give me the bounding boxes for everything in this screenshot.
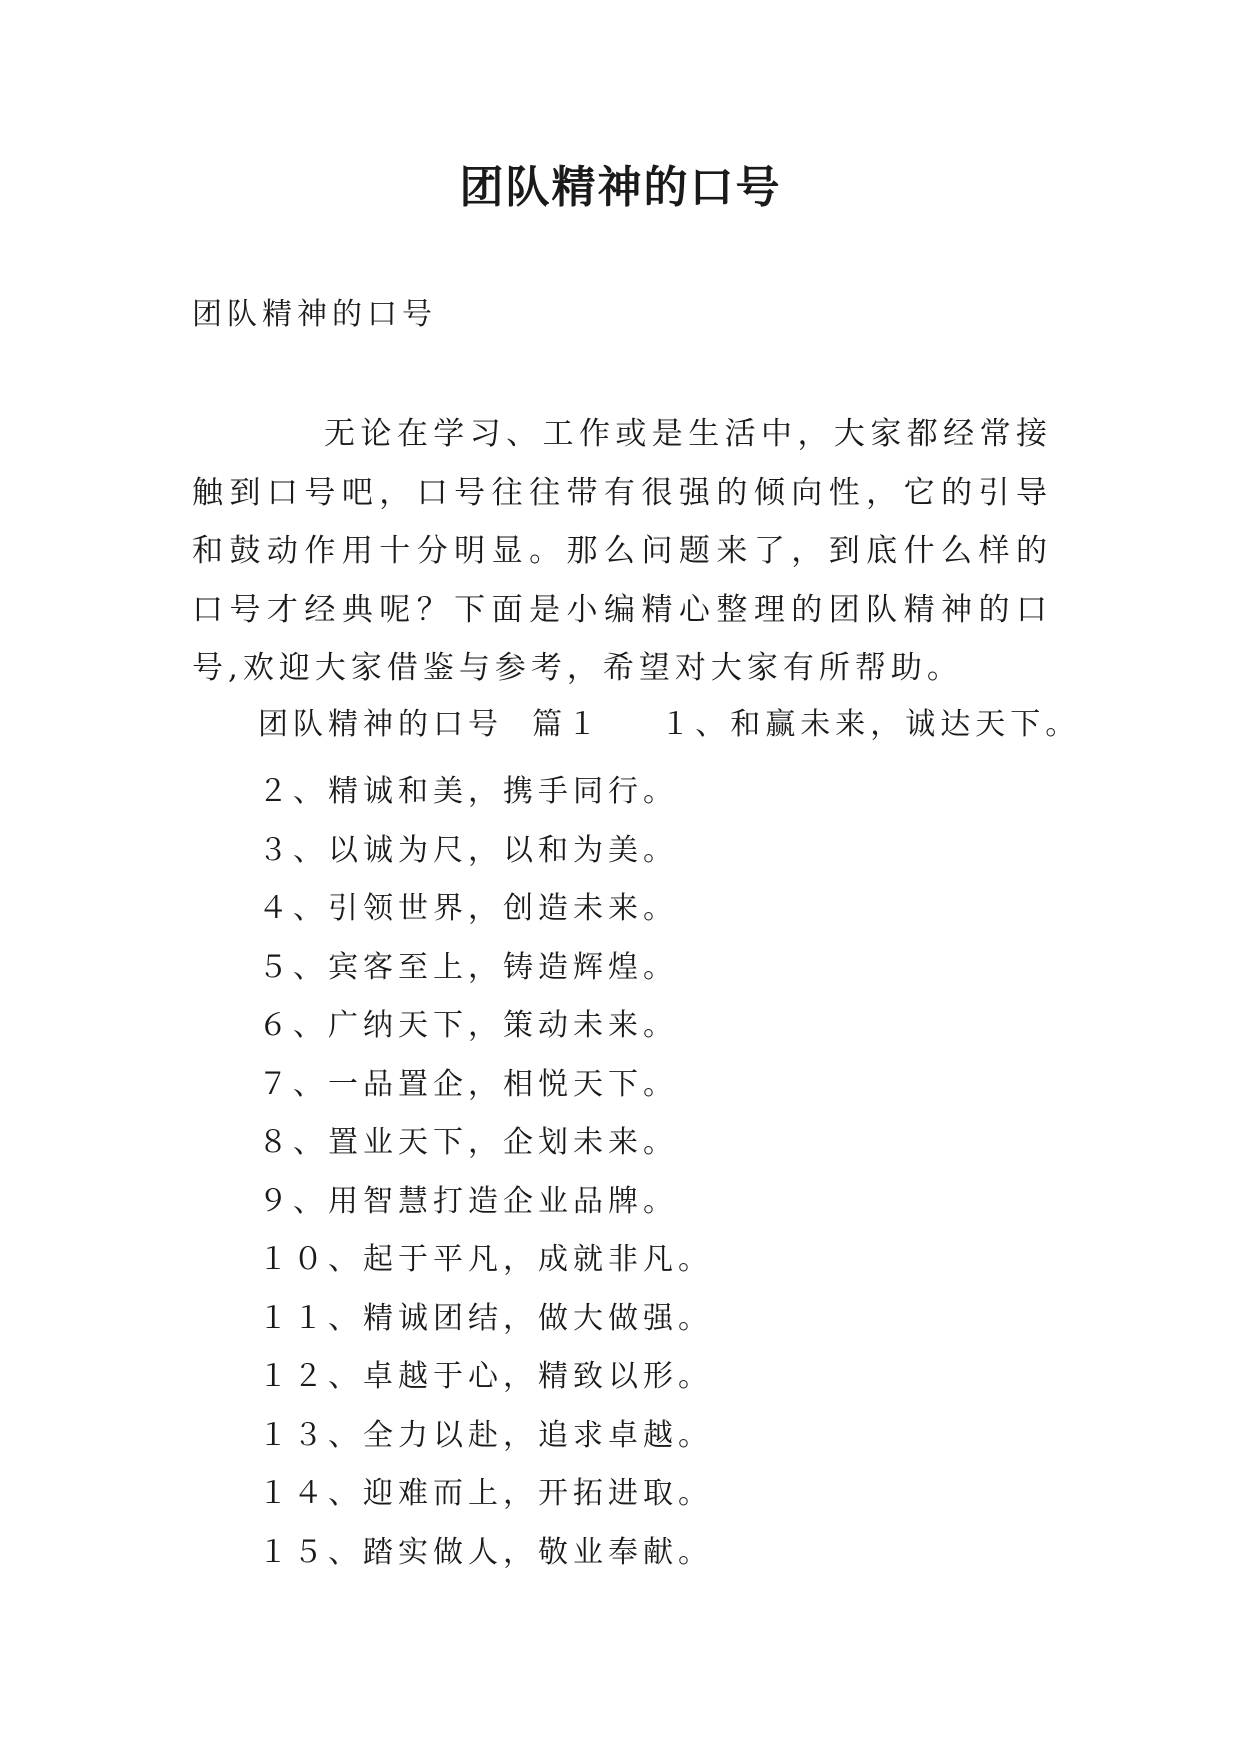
intro-paragraph: 无论在学习、工作或是生活中，大家都经常接触到口号吧，口号往往带有很强的倾向性，它的引导和鼓动作用十分明显。那么问题来了，到底什么样的口号才经典呢？下面是小编精心整理的团队精神的口号,欢迎大家借鉴与参考，希望对大家有所帮助。 [192,416,1052,686]
slogan-item: １３、全力以赴，追求卓越。 [258,1417,713,1453]
slogan-list [258,763,713,1582]
slogan-item: ７、一品置企，相悦天下。 [258,1066,678,1102]
slogan-item: ４、引领世界，创造未来。 [258,891,678,926]
slogan-item: ６、广纳天下，策动未来。 [258,1008,678,1043]
slogan-item: ８、置业天下，企划未来。 [258,1125,678,1160]
document-subtitle: 团队精神的口号 [192,297,437,332]
slogan-item: １１、精诚团结，做大做强。 [258,1300,713,1336]
slogan-item: ５、宾客至上，铸造辉煌。 [258,949,678,985]
document-title: 团队精神的口号 [459,162,782,213]
section-heading: 团队精神的口号 篇１ １、和赢未来，诚达天下。 [258,707,1081,742]
slogan-item: １２、卓越于心，精致以形。 [258,1359,713,1394]
slogan-item: １４、迎难而上，开拓进取。 [258,1476,713,1511]
slogan-item: ２、精诚和美，携手同行。 [258,774,678,809]
slogan-item: ３、以诚为尺，以和为美。 [258,832,678,868]
slogan-item: １５、踏实做人，敬业奉献。 [258,1534,713,1570]
slogan-item: １０、起于平凡，成就非凡。 [258,1242,713,1277]
slogan-item: ９、用智慧打造企业品牌。 [258,1183,678,1219]
